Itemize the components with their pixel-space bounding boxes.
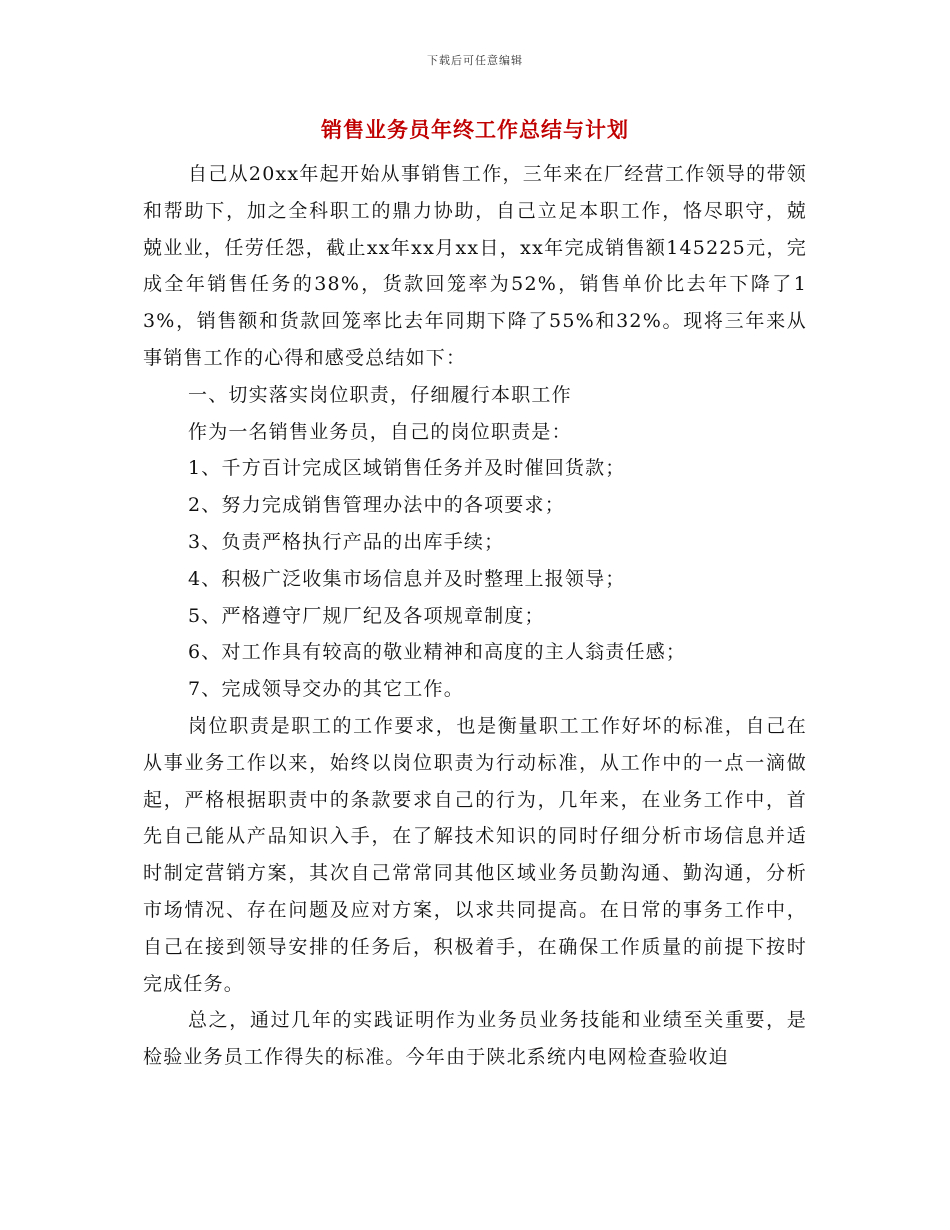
list-item: 6、对工作具有较高的敬业精神和高度的主人翁责任感； — [188, 641, 687, 664]
document-title: 销售业务员年终工作总结与计划 — [321, 118, 629, 142]
list-item: 3、负责严格执行产品的出库手续； — [188, 530, 505, 553]
paragraph-duties-intro: 作为一名销售业务员，自己的岗位职责是： — [188, 420, 572, 443]
list-item: 4、积极广泛收集市场信息并及时整理上报领导； — [188, 567, 626, 590]
list-item: 1、千方百计完成区域销售任务并及时催回货款； — [188, 457, 626, 480]
paragraph-intro: 自己从20xx年起开始从事销售工作，三年来在厂经营工作领导的带领和帮助下，加之全科职工的鼎力协助，自己立足本职工作，恪尽职守，兢兢业业，任劳任怨，截止xx年xx月xx日，xx年完成销售额145225元，完成全年销售任务的38%，货款回笼率为52%，销售单价比去年下降了13%，销售额和货款回笼率比去年同期下降了55%和32%。现将三年来从事销售工作的心得和感受总结如下： — [143, 163, 807, 369]
section-heading: 一、切实落实岗位职责，仔细履行本职工作 — [188, 383, 572, 406]
list-item: 7、完成领导交办的其它工作。 — [188, 678, 464, 701]
list-item: 5、严格遵守厂规厂纪及各项规章制度； — [188, 604, 545, 627]
paragraph-summary: 总之，通过几年的实践证明作为业务员业务技能和业绩至关重要，是检验业务员工作得失的标准。今年由于陕北系统内电网检查验收迫 — [143, 1009, 807, 1069]
list-item: 2、努力完成销售管理办法中的各项要求； — [188, 494, 565, 517]
document-body — [143, 156, 807, 1076]
paragraph-responsibility: 岗位职责是职工的工作要求，也是衡量职工工作好坏的标准，自己在从事业务工作以来，始终以岗位职责为行动标准，从工作中的一点一滴做起，严格根据职责中的条款要求自己的行为，几年来，在业务工作中，首先自己能从产品知识入手，在了解技术知识的同时仔细分析市场信息并适时制定营销方案，其次自己常常同其他区域业务员勤沟通、勤沟通，分析市场情况、存在问题及应对方案，以求共同提高。在日常的事务工作中，自己在接到领导安排的任务后，积极着手，在确保工作质量的前提下按时完成任务。 — [143, 714, 807, 995]
header-note: 下载后可任意编辑 — [427, 54, 523, 67]
